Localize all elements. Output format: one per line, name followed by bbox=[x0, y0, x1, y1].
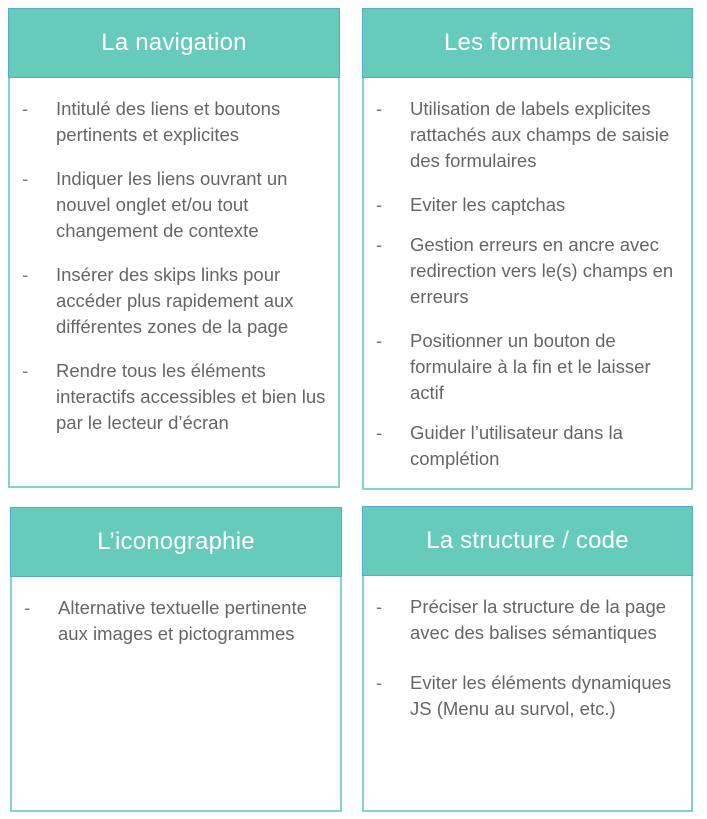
item-text: Alternative textuelle pertinente aux images et pictogrammes bbox=[58, 597, 307, 644]
card-title: Les formulaires bbox=[362, 8, 693, 78]
card-structure-code bbox=[362, 506, 693, 812]
bullet: - bbox=[376, 98, 383, 119]
item-list bbox=[364, 78, 691, 472]
list-item bbox=[10, 96, 326, 148]
bullet: - bbox=[376, 234, 383, 255]
card-formulaires bbox=[362, 8, 693, 490]
bullet: - bbox=[376, 672, 383, 693]
card-title: La navigation bbox=[8, 8, 340, 78]
bullet: - bbox=[376, 194, 383, 215]
item-text: Gestion erreurs en ancre avec redirection vers le(s) champs en erreurs bbox=[410, 234, 674, 307]
bullet: - bbox=[22, 360, 29, 381]
list-item bbox=[12, 595, 328, 647]
bullet: - bbox=[22, 98, 29, 119]
item-list bbox=[12, 577, 340, 647]
item-text: Intitulé des liens et boutons pertinents et explicites bbox=[56, 98, 281, 145]
bullet: - bbox=[376, 422, 383, 443]
bullet: - bbox=[376, 330, 383, 351]
item-list bbox=[10, 78, 338, 436]
item-text: Préciser la structure de la page avec des balises sémantiques bbox=[410, 596, 667, 643]
item-text: Eviter les éléments dynamiques JS (Menu au survol, etc.) bbox=[410, 672, 672, 719]
card-navigation bbox=[8, 8, 340, 488]
list-item bbox=[10, 262, 326, 340]
item-text: Positionner un bouton de formulaire à la fin et le laisser actif bbox=[410, 330, 651, 403]
list-item bbox=[364, 192, 679, 218]
item-text: Insérer des skips links pour accéder plus rapidement aux différentes zones de la page bbox=[56, 264, 294, 337]
list-item bbox=[364, 328, 679, 406]
list-item bbox=[364, 232, 679, 310]
list-item bbox=[364, 594, 679, 646]
card-title: La structure / code bbox=[362, 506, 693, 576]
item-text: Eviter les captchas bbox=[410, 194, 566, 215]
item-list bbox=[364, 576, 691, 722]
list-item bbox=[10, 358, 326, 436]
bullet: - bbox=[24, 597, 31, 618]
bullet: - bbox=[22, 168, 29, 189]
card-iconographie bbox=[10, 507, 342, 812]
item-text: Guider l’utilisateur dans la complétion bbox=[410, 422, 623, 469]
list-item bbox=[364, 670, 679, 722]
item-text: Utilisation de labels explicites rattachés aux champs de saisie des formulaires bbox=[410, 98, 670, 171]
card-title: L’iconographie bbox=[10, 507, 342, 577]
bullet: - bbox=[22, 264, 29, 285]
item-text: Indiquer les liens ouvrant un nouvel onglet et/ou tout changement de contexte bbox=[56, 168, 288, 241]
list-item bbox=[364, 96, 679, 174]
bullet: - bbox=[376, 596, 383, 617]
item-text: Rendre tous les éléments interactifs accessibles et bien lus par le lecteur d’écran bbox=[56, 360, 326, 433]
list-item bbox=[364, 420, 679, 472]
list-item bbox=[10, 166, 326, 244]
